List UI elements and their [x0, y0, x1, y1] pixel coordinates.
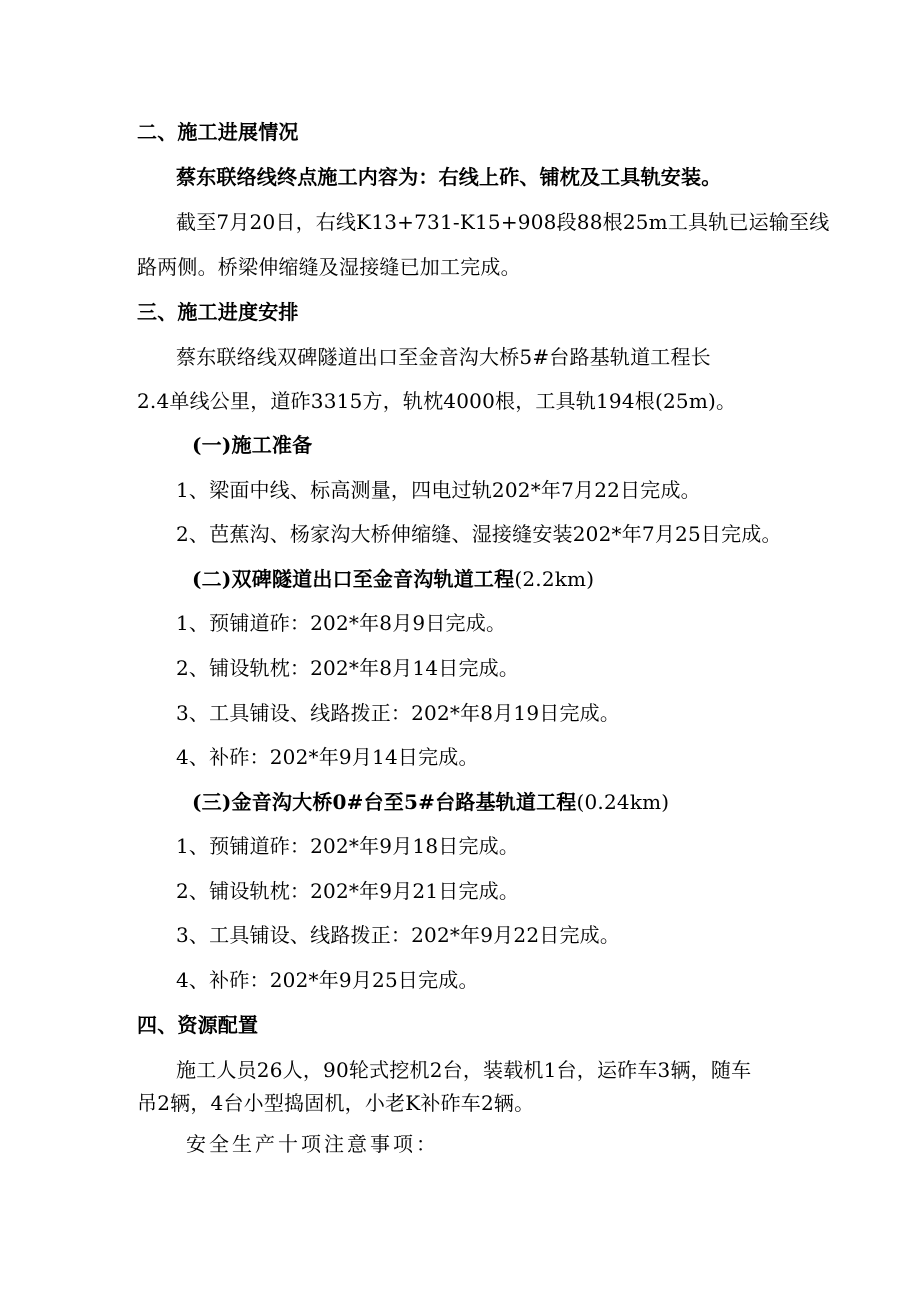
subsection-3-item: 3、工具铺设、线路拨正：202*年9月22日完成。 [176, 923, 621, 947]
section-4-heading: 四、资源配置 [137, 1013, 259, 1037]
subsection-1-title: (一)施工准备 [192, 433, 313, 457]
subsection-2-item: 1、预铺道砟：202*年8月9日完成。 [176, 611, 507, 635]
safety-notice-heading: 安全生产十项注意事项： [186, 1132, 439, 1156]
subsection-3-title-length: (0.24km) [576, 790, 670, 814]
subsection-2-title-length: (2.2km) [514, 567, 595, 591]
subsection-2-item: 4、补砟：202*年9月14日完成。 [176, 745, 479, 769]
section-4-line-2: 吊2辆，4台小型捣固机，小老K补砟车2辆。 [137, 1091, 535, 1115]
section-2-paragraph-line-1: 截至7月20日，右线K13+731-K15+908段88根25m工具轨已运输至线 [176, 210, 830, 234]
subsection-2-title-bold: (二)双碑隧道出口至金音沟轨道工程 [192, 567, 515, 591]
subsection-3-item: 1、预铺道砟：202*年9月18日完成。 [176, 834, 520, 858]
subsection-2-item: 3、工具铺设、线路拨正：202*年8月19日完成。 [176, 701, 621, 725]
section-3-heading: 三、施工进度安排 [137, 300, 299, 324]
subsection-1-item: 2、芭蕉沟、杨家沟大桥伸缩缝、湿接缝安装202*年7月25日完成。 [176, 522, 782, 546]
section-2-heading: 二、施工进展情况 [137, 120, 299, 144]
section-2-bold-line: 蔡东联络线终点施工内容为：右线上砟、铺枕及工具轨安装。 [176, 165, 722, 189]
section-2-paragraph-line-2: 路两侧。桥梁伸缩缝及湿接缝已加工完成。 [137, 255, 521, 279]
section-3-intro-line-1: 蔡东联络线双碑隧道出口至金音沟大桥5#台路基轨道工程长 [176, 345, 711, 369]
section-4-line-1: 施工人员26人，90轮式挖机2台，装载机1台，运砟车3辆，随车 [176, 1058, 752, 1082]
subsection-3-title [192, 789, 669, 815]
subsection-2-item: 2、铺设轨枕：202*年8月14日完成。 [176, 656, 520, 680]
subsection-2-title [192, 566, 594, 592]
subsection-1-item: 1、梁面中线、标高测量，四电过轨202*年7月22日完成。 [176, 478, 701, 502]
section-3-intro-line-2: 2.4单线公里，道砟3315方，轨枕4000根，工具轨194根(25m)。 [137, 389, 737, 413]
subsection-3-item: 4、补砟：202*年9月25日完成。 [176, 968, 479, 992]
subsection-3-title-bold: (三)金音沟大桥0#台至5#台路基轨道工程 [192, 790, 577, 814]
subsection-3-item: 2、铺设轨枕：202*年9月21日完成。 [176, 879, 520, 903]
